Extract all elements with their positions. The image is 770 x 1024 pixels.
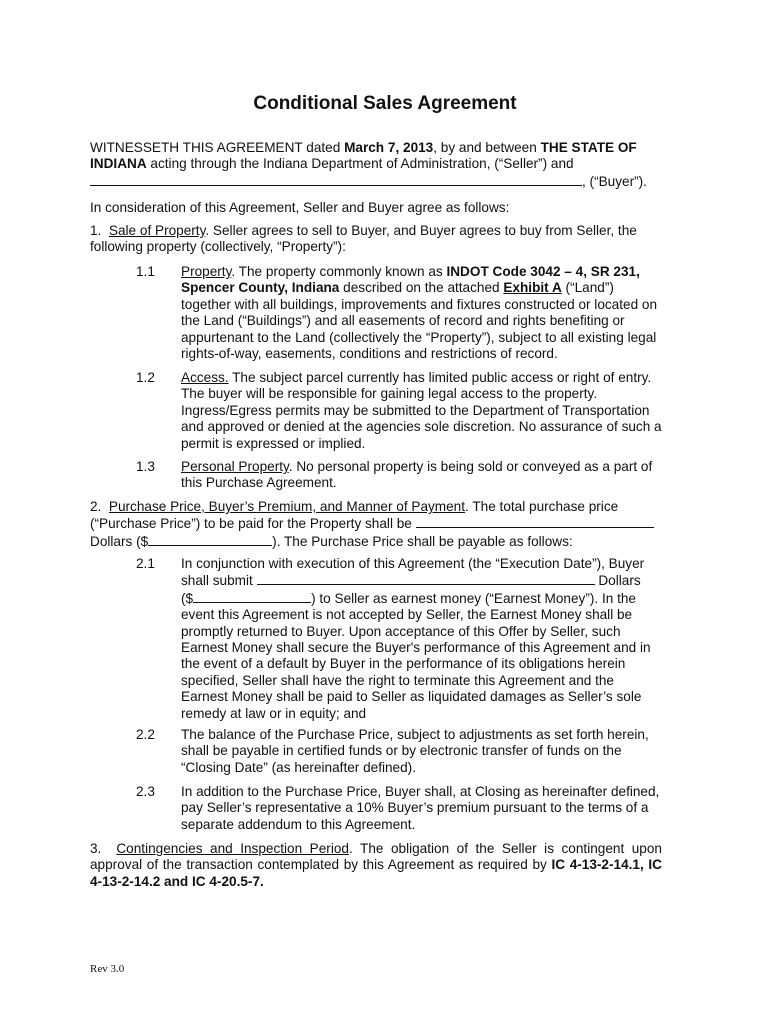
section-text: . The obligation of the Seller is contingent upon approval of the transaction contemplated by this Agreement as required by [90,841,662,873]
clause-text: . The property commonly known as [231,264,447,279]
section-heading: Contingencies and Inspection Period [116,841,349,856]
preamble-text: acting through the Indiana Department of Administration, (“Seller”) and [146,156,574,172]
earnest-money-words-blank[interactable] [257,572,595,585]
exhibit-a-reference: Exhibit A [503,280,562,296]
earnest-money-amount-blank[interactable] [193,590,311,603]
section-text: Dollars ($ [90,533,149,549]
clause-text: . No personal property is being sold or conveyed as a part of this Purchase Agreement. [181,459,653,491]
clause-2-1 [90,556,662,722]
seller-party: THE STATE OF INDIANA [90,140,637,172]
clause-number: 1.3 [136,459,155,474]
section-3 [90,841,662,890]
section-number: 1. [90,223,102,238]
clause-1-3 [90,459,662,492]
section-number: 2. [90,499,102,514]
clause-heading: Personal Property [181,459,289,474]
clause-number: 1.2 [136,370,155,385]
preamble-text: , by and between [433,140,541,155]
section-1 [90,223,662,256]
clause-number: 2.1 [136,556,155,571]
section-2 [90,499,662,550]
clause-text: described on the attached [339,280,504,296]
section-text: . The total purchase price (“Purchase Price”) to be paid for the Property shall be [90,499,619,532]
consideration-text: In consideration of this Agreement, Seller and Buyer agree as follows: [90,200,510,215]
section-text: . Seller agrees to sell to Buyer, and Buyer agrees to buy from Seller, the following property (collectively, “Property”): [90,223,637,255]
section-heading: Purchase Price, Buyer’s Premium, and Manner of Payment [108,499,466,514]
purchase-price-amount-blank[interactable] [148,533,272,546]
clause-number: 2.3 [136,784,155,799]
document-title: Conditional Sales Agreement [253,93,517,114]
preamble [90,140,662,173]
clause-text: The subject parcel currently has limited public access or right of entry. The buyer will be responsible for gaining legal access to the property. Ingress/Egress permits may be submitted to the Department of Transportation and approved or denied at the agencies sole discretion. No assurance of such a permit is expressed or implied. [181,370,662,451]
preamble-text: WITNESSETH THIS AGREEMENT dated [90,140,345,155]
clause-1-2 [90,370,662,452]
clause-text: In conjunction with execution of this Agreement (the “Execution Date”), Buyer shall submit [181,556,645,589]
clause-2-3 [90,784,662,833]
clause-text: Dollars [594,573,641,589]
clause-text: (“Land”) together with all buildings, improvements and fixtures constructed or located on the Land (“Buildings”) and all easements of record and rights benefiting or appurtenant to the Land (collectively the “Property”), subject to all existing legal rights-of-way, easements, conditions and restrictions of record. [181,280,658,362]
section-text: ). The Purchase Price shall be payable as follows: [272,533,573,549]
clause-heading: Access. [181,370,229,385]
clause-number: 1.1 [136,264,155,279]
buyer-name-blank[interactable] [90,173,582,186]
property-code: INDOT Code 3042 – 4, SR 231, Spencer County, Indiana [181,264,640,296]
clause-number: 2.2 [136,727,155,742]
clause-body [181,459,662,492]
section-heading: Sale of Property [108,223,206,238]
clause-heading: Property [181,264,232,279]
clause-1-1 [90,264,662,362]
revision-footer: Rev 3.0 [90,963,125,975]
clause-body [181,556,662,722]
purchase-price-words-blank[interactable] [416,515,654,528]
buyer-line [90,173,662,190]
agreement-date: March 7, 2013 [344,140,434,155]
buyer-label: , (“Buyer”). [582,174,647,189]
section-number: 3. [90,841,102,856]
clause-body [181,264,662,362]
clause-body: The balance of the Purchase Price, subject to adjustments as set forth herein, shall be payable in certified funds or by electronic transfer of funds on the “Closing Date” (as hereinafter defined). [181,727,649,775]
statute-references: IC 4-13-2-14.1, IC 4-13-2-14.2 and IC 4-20.5-7. [90,857,662,889]
clause-2-2 [90,727,662,776]
clause-text: ($ [181,590,194,606]
clause-body [181,370,662,452]
clause-text: ) to Seller as earnest money (“Earnest Money”). In the event this Agreement is not accepted by Seller, the Earnest Money shall be promptly returned to Buyer. Upon acceptance of this Offer by Seller, such Earnest Money shall secure the Buyer's performance of this Agreement and in the event of a default by Buyer in the performance of its obligations herein specified, Seller shall have the right to terminate this Agreement and the Earnest Money shall be paid to Seller as liquidated damages as Seller’s sole remedy at law or in equity; and [181,590,651,721]
clause-body: In addition to the Purchase Price, Buyer shall, at Closing as hereinafter defined, pay Seller’s representative a 10% Buyer’s premium pursuant to the terms of a separate addendum to this Agreement. [181,784,660,832]
